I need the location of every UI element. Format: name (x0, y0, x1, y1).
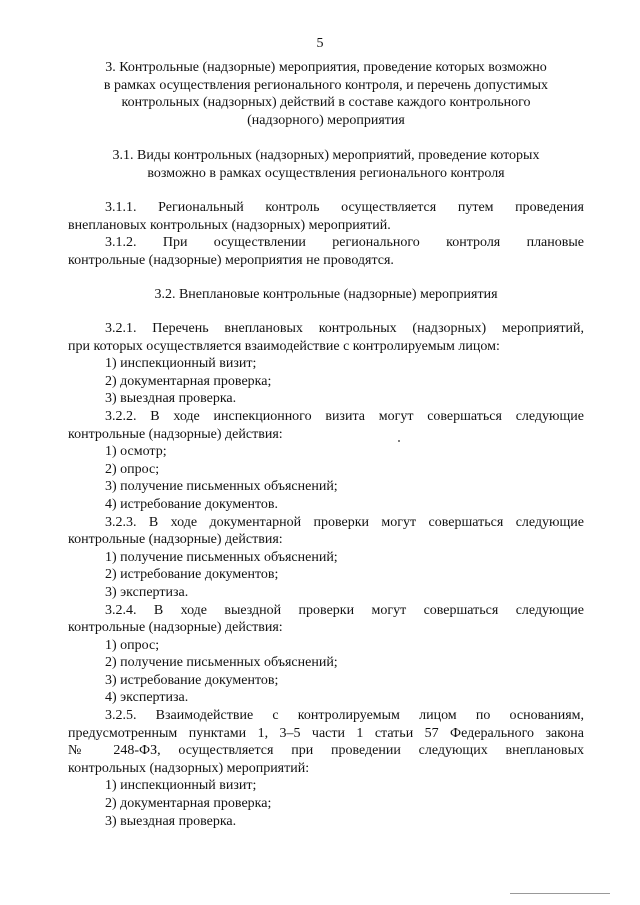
list-item: 2) получение письменных объяснений; (105, 655, 338, 671)
paragraph-line: контрольные (надзорные) действия: (68, 620, 283, 636)
paragraph-line: 3.1.1. Региональный контроль осуществляется путем проведения (105, 200, 584, 215)
list-item: 2) документарная проверка; (105, 796, 272, 812)
list-item: 1) опрос; (105, 637, 160, 653)
paragraph-3-1-2 (68, 234, 584, 269)
list-item: 3) выездная проверка. (105, 813, 237, 829)
paragraph-line: 3.2.5. Взаимодействие с контролируемым лицом по основаниям, (105, 708, 584, 724)
paragraph-line: внеплановых контрольных (надзорных) мероприятий. (68, 217, 391, 233)
paragraph-line: контрольные (надзорные) мероприятия не проводятся. (68, 252, 394, 268)
list-item: 4) экспертиза. (105, 690, 189, 706)
page-number: 5 (316, 36, 324, 51)
paragraph-line: контрольных (надзорных) мероприятий: (68, 760, 310, 776)
section-3-1-heading (68, 147, 584, 182)
list-item: 2) документарная проверка; (105, 373, 272, 389)
list-item: 1) инспекционный визит; (105, 356, 257, 372)
paragraph-line: 3.2.3. В ходе документарной проверки могут совершаться следующие (105, 514, 584, 530)
paragraph-line: 3.2.2. В ходе инспекционного визита могут совершаться следующие (105, 408, 584, 424)
paragraph-line: контрольные (надзорные) действия: (68, 426, 283, 442)
section-3-2-heading (68, 286, 584, 304)
heading-line: 3. Контрольные (надзорные) мероприятия, проведение которых возможно (105, 60, 547, 75)
list-item: 3) экспертиза. (105, 584, 189, 600)
heading-line: 3.2. Внеплановые контрольные (надзорные) мероприятия (154, 287, 498, 302)
list-item: 1) инспекционный визит; (105, 778, 257, 794)
heading-line: 3.1. Виды контрольных (надзорных) мероприятий, проведение которых (112, 148, 540, 163)
paragraph-line: предусмотренным пунктами 1, 3–5 части 1 статьи 57 Федерального закона (68, 725, 584, 741)
list-item: 1) получение письменных объяснений; (105, 549, 338, 565)
footer-rule (510, 893, 610, 894)
list-item: 3) выездная проверка. (105, 391, 237, 407)
paragraph-line: 3.2.4. В ходе выездной проверки могут совершаться следующие (105, 602, 584, 618)
heading-line: (надзорного) мероприятия (247, 112, 405, 128)
paragraph-line: контрольные (надзорные) действия: (68, 532, 283, 548)
paragraph-line: при которых осуществляется взаимодействие с контролируемым лицом: (68, 338, 500, 354)
list-item: 3) получение письменных объяснений; (105, 479, 338, 495)
scan-speck (398, 440, 400, 442)
list-item: 3) истребование документов; (105, 672, 279, 688)
list-item: 4) истребование документов. (105, 496, 278, 512)
heading-line: контрольных (надзорных) действий в составе каждого контрольного (121, 95, 531, 111)
list-item: 1) осмотр; (105, 444, 167, 460)
paragraph-line: 3.2.1. Перечень внеплановых контрольных (надзорных) мероприятий, (105, 321, 584, 336)
paragraph-line: № 248-ФЗ, осуществляется при проведении следующих внеплановых (68, 743, 584, 759)
section-3-2-body (68, 320, 584, 830)
section-3-heading (68, 59, 584, 129)
paragraph-3-1-1 (68, 199, 584, 234)
heading-line: в рамках осуществления регионального контроля, и перечень допустимых (103, 77, 549, 93)
list-item: 2) истребование документов; (105, 567, 279, 583)
heading-line: возможно в рамках осуществления регионального контроля (147, 165, 505, 181)
paragraph-line: 3.1.2. При осуществлении регионального контроля плановые (105, 235, 584, 250)
list-item: 2) опрос; (105, 461, 160, 477)
